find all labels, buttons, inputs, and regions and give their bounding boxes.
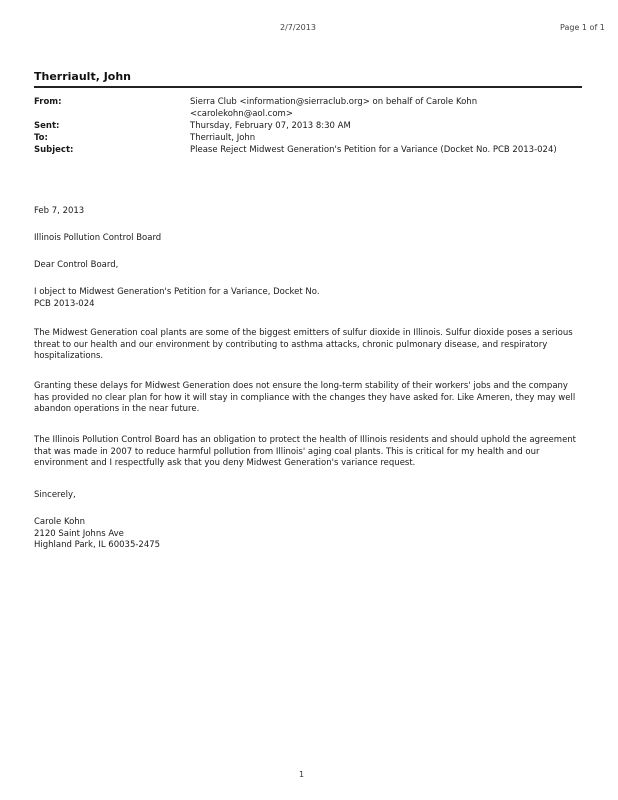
header-divider (34, 86, 582, 88)
meta-row-from-cont (34, 108, 594, 120)
meta-row-subject (34, 144, 594, 156)
meta-row-sent (34, 120, 594, 132)
meta-value-from: Sierra Club <information@sierraclub.org> on behalf of Carole Kohn (190, 97, 478, 107)
letter-recipient: Illinois Pollution Control Board (34, 233, 162, 243)
letter-date: Feb 7, 2013 (34, 206, 85, 216)
meta-row-from (34, 96, 594, 108)
meta-label-to: To: (34, 133, 48, 143)
objection-block (34, 287, 582, 310)
meta-value-from-cont: <carolekohn@aol.com> (190, 109, 293, 119)
meta-row-to (34, 132, 594, 144)
letter-closing: Sincerely, (34, 490, 76, 500)
paragraph-2: Granting these delays for Midwest Generation does not ensure the long-term stability of their workers' jobs and the company has provided no clear plan for how it will stay in compliance with the changes they have asked for. Like Ameren, they may well abandon operations in the near future. (34, 381, 576, 414)
signer-city: Highland Park, IL 60035-2475 (34, 540, 161, 550)
meta-value-to: Therriault, John (190, 133, 256, 143)
sender-name: Therriault, John (34, 70, 132, 83)
meta-label-sent: Sent: (34, 121, 60, 131)
meta-value-sent: Thursday, February 07, 2013 8:30 AM (190, 121, 351, 131)
signature-block (34, 517, 582, 552)
meta-value-subject: Please Reject Midwest Generation's Petition for a Variance (Docket No. PCB 2013-024) (190, 145, 557, 155)
signer-street: 2120 Saint Johns Ave (34, 528, 124, 539)
email-meta (34, 96, 594, 156)
paragraph-3: The Illinois Pollution Control Board has an obligation to protect the health of Illinois residents and should uphold the agreement that was made in 2007 to reduce harmful pollution from Illinois' aging coal plants. This is critical for my health and our environment and I respectfully ask that you deny Midwest Generation's variance request. (34, 435, 577, 468)
signer-name: Carole Kohn (34, 517, 86, 527)
letter-salutation: Dear Control Board, (34, 260, 119, 270)
paragraph-1: The Midwest Generation coal plants are some of the biggest emitters of sulfur dioxide in Illinois. Sulfur dioxide poses a serious threat to our health and our environment by contributing to asthma attacks, chronic pulmonary disease, and respiratory hospitalizations. (34, 328, 573, 361)
header-date: 2/7/2013 (280, 23, 316, 32)
header-page-label: Page 1 of 1 (560, 23, 605, 32)
objection-line-1: I object to Midwest Generation's Petition for a Variance, Docket No. (34, 287, 320, 297)
meta-label-from: From: (34, 97, 62, 107)
objection-line-2: PCB 2013-024 (34, 298, 95, 309)
page-number: 1 (299, 770, 305, 779)
meta-label-subject: Subject: (34, 145, 74, 155)
